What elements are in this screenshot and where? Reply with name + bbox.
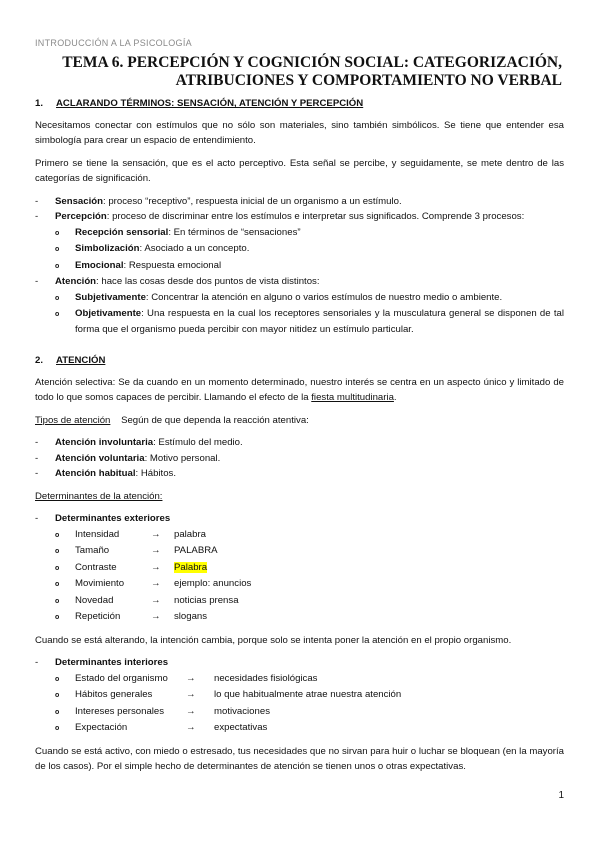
list-item <box>35 511 564 527</box>
determinant-row <box>55 560 564 577</box>
determinant-name: Hábitos generales <box>75 689 153 700</box>
underlined-term: fiesta multitudinaria <box>311 392 394 403</box>
tipos-label: Tipos de atención <box>35 414 111 426</box>
determinant-name: Intereses personales <box>75 705 165 717</box>
definition: : Concentrar la atención en alguno o varios estímulos de nuestro medio o ambiente. <box>145 291 503 303</box>
definition: : Hábitos. <box>135 468 177 479</box>
dash-bullet: - <box>35 195 39 207</box>
circle-bullet: o <box>55 262 60 270</box>
tipos-desc: Según de que dependa la reacción atentiva: <box>121 414 309 426</box>
section-title: ACLARANDO TÉRMINOS: SENSACIÓN, ATENCIÓN Y PERCEPCIÓN <box>56 98 364 109</box>
paragraph: Necesitamos conectar con estímulos que no sólo son materiales, sino también simbólicos. Se tiene que entender esa simbología para crear un espacio de entendimiento. <box>35 119 564 146</box>
circle-bullet: o <box>55 708 60 716</box>
determinantes-label-text: Determinantes de la atención: <box>35 490 163 502</box>
term: Emocional <box>75 259 124 271</box>
determinant-row <box>55 527 564 544</box>
determinant-example: necesidades fisiológicas <box>214 672 318 684</box>
paragraph-end: . <box>393 392 397 403</box>
term: Determinantes interiores <box>55 657 169 668</box>
section-1-heading <box>35 96 564 112</box>
exteriores-list <box>35 527 564 626</box>
circle-bullet: o <box>55 294 60 302</box>
list-item <box>35 274 564 290</box>
interiores-list <box>35 671 564 737</box>
determinant-name: Tamaño <box>75 545 110 556</box>
circle-bullet: o <box>55 692 60 699</box>
determinant-row <box>55 704 564 721</box>
running-header: INTRODUCCIÓN A LA PSICOLOGÍA <box>35 38 192 48</box>
determinant-row <box>55 609 564 626</box>
dash-bullet: - <box>35 513 39 524</box>
term: Recepción sensorial <box>75 226 169 238</box>
paragraph <box>35 375 564 406</box>
determinant-example: noticias prensa <box>174 594 239 606</box>
definition: : hace las cosas desde dos puntos de vista distintos: <box>96 276 320 287</box>
list-item <box>35 194 564 210</box>
circle-bullet: o <box>55 564 60 572</box>
term: Simbolización <box>75 243 140 254</box>
circle-bullet: o <box>55 548 60 555</box>
dash-bullet: - <box>35 276 39 287</box>
section-number: 1. <box>35 98 44 109</box>
dash-bullet: - <box>35 468 39 479</box>
page-title <box>42 54 562 90</box>
sub-list-item <box>55 258 564 275</box>
definition: : Una respuesta en la cual los receptores sensoriales y la musculatura general se disponen de tal forma que el organismo pueda percibir con mayor nitidez un estímulo particular. <box>75 308 564 335</box>
paragraph: Cuando se está alterando, la intención cambia, porque solo se intenta poner la atención en el propio organismo. <box>35 634 512 646</box>
title-line-2: ATRIBUCIONES Y COMPORTAMIENTO NO VERBAL <box>175 72 562 89</box>
paragraph: Cuando se está activo, con miedo o estresado, tus necesidades que no sirvan para huir o luchar se bloquean (en la mayoría de los casos). Por el simple hecho de determinantes de atención se tienen unos o otras expectativas. <box>35 745 564 772</box>
arrow-icon: → <box>151 594 161 606</box>
determinant-example: ejemplo: anuncios <box>174 578 252 589</box>
circle-bullet: o <box>55 581 60 588</box>
paragraph-text: Atención selectiva: Se da cuando en un momento determinado, nuestro interés se centra en un aspecto único y limitado de todo lo que somos capaces de percibir. Llamando el efecto de la <box>35 376 564 403</box>
dash-bullet: - <box>35 452 39 464</box>
sub-list-item <box>55 241 564 258</box>
term: Atención involuntaria <box>55 437 154 448</box>
sub-list-item <box>55 290 564 307</box>
determinant-example: PALABRA <box>174 545 218 556</box>
list-item <box>35 655 564 671</box>
determinant-row <box>55 593 564 610</box>
arrow-icon: → <box>151 578 161 589</box>
determinant-name: Repetición <box>75 611 121 622</box>
determinant-example: slogans <box>174 611 208 622</box>
definition: : Estímulo del medio. <box>153 437 243 448</box>
sub-list-item <box>55 225 564 242</box>
determinant-example: lo que habitualmente atrae nuestra atención <box>214 689 402 700</box>
list-item <box>35 466 564 482</box>
arrow-icon: → <box>151 561 161 573</box>
arrow-icon: → <box>186 689 196 700</box>
determinant-row <box>55 576 564 593</box>
determinant-row <box>55 687 564 704</box>
section-2-heading <box>35 353 564 369</box>
arrow-icon: → <box>186 705 196 717</box>
term: Atención <box>55 276 97 287</box>
paragraph: Primero se tiene la sensación, que es el acto perceptivo. Esta señal se percibe, y seguidamente, se mete dentro de las categorías de significación. <box>35 157 564 184</box>
term: Atención habitual <box>55 468 136 479</box>
page-number: 1 <box>558 790 564 801</box>
circle-bullet: o <box>55 229 60 237</box>
determinant-name: Estado del organismo <box>75 672 168 684</box>
term: Atención voluntaria <box>55 452 145 464</box>
dash-bullet: - <box>35 211 39 222</box>
determinant-row <box>55 543 564 560</box>
arrow-icon: → <box>151 611 161 622</box>
arrow-icon: → <box>186 672 196 684</box>
arrow-icon: → <box>186 722 196 733</box>
circle-bullet: o <box>55 675 60 683</box>
determinant-name: Intensidad <box>75 528 120 540</box>
determinant-name: Contraste <box>75 561 117 573</box>
determinant-name: Novedad <box>75 594 114 606</box>
dash-bullet: - <box>35 437 39 448</box>
determinant-name: Expectación <box>75 722 128 733</box>
sub-list-item <box>55 306 564 337</box>
term: Subjetivamente <box>75 291 146 303</box>
section-title: ATENCIÓN <box>56 355 106 366</box>
document-body <box>35 96 564 782</box>
determinantes-label <box>35 489 564 505</box>
determinant-row <box>55 720 564 737</box>
determinant-row <box>55 671 564 688</box>
determinant-example: expectativas <box>214 722 268 733</box>
list-item <box>35 209 564 225</box>
term: Sensación <box>55 195 103 207</box>
tipos-line <box>35 413 564 429</box>
title-line-1: TEMA 6. PERCEPCIÓN Y COGNICIÓN SOCIAL: CATEGORIZACIÓN, <box>62 54 562 71</box>
definition: : Asociado a un concepto. <box>139 243 250 254</box>
dash-bullet: - <box>35 657 39 668</box>
list-item <box>35 451 564 467</box>
term: Determinantes exteriores <box>55 513 171 524</box>
definition: : proceso “receptivo”, respuesta inicial de un organismo a un estímulo. <box>103 195 402 207</box>
definition: : Motivo personal. <box>144 452 221 464</box>
section-number: 2. <box>35 355 44 366</box>
determinant-name: Movimiento <box>75 578 125 589</box>
arrow-icon: → <box>151 545 161 556</box>
definition: : En términos de “sensaciones” <box>168 226 301 238</box>
term: Percepción <box>55 211 107 222</box>
definition: : proceso de discriminar entre los estímulos e interpretar sus significados. Comprende 3 procesos: <box>106 211 525 222</box>
definition: : Respuesta emocional <box>123 259 222 271</box>
determinant-example: palabra <box>174 528 207 540</box>
circle-bullet: o <box>55 531 60 539</box>
circle-bullet: o <box>55 311 60 318</box>
term: Objetivamente <box>75 308 142 319</box>
circle-bullet: o <box>55 597 60 605</box>
arrow-icon: → <box>151 528 161 540</box>
circle-bullet: o <box>55 614 60 621</box>
list-item <box>35 435 564 451</box>
circle-bullet: o <box>55 725 60 732</box>
circle-bullet: o <box>55 246 60 253</box>
determinant-example: Palabra <box>174 561 208 573</box>
determinant-example: motivaciones <box>214 705 270 717</box>
